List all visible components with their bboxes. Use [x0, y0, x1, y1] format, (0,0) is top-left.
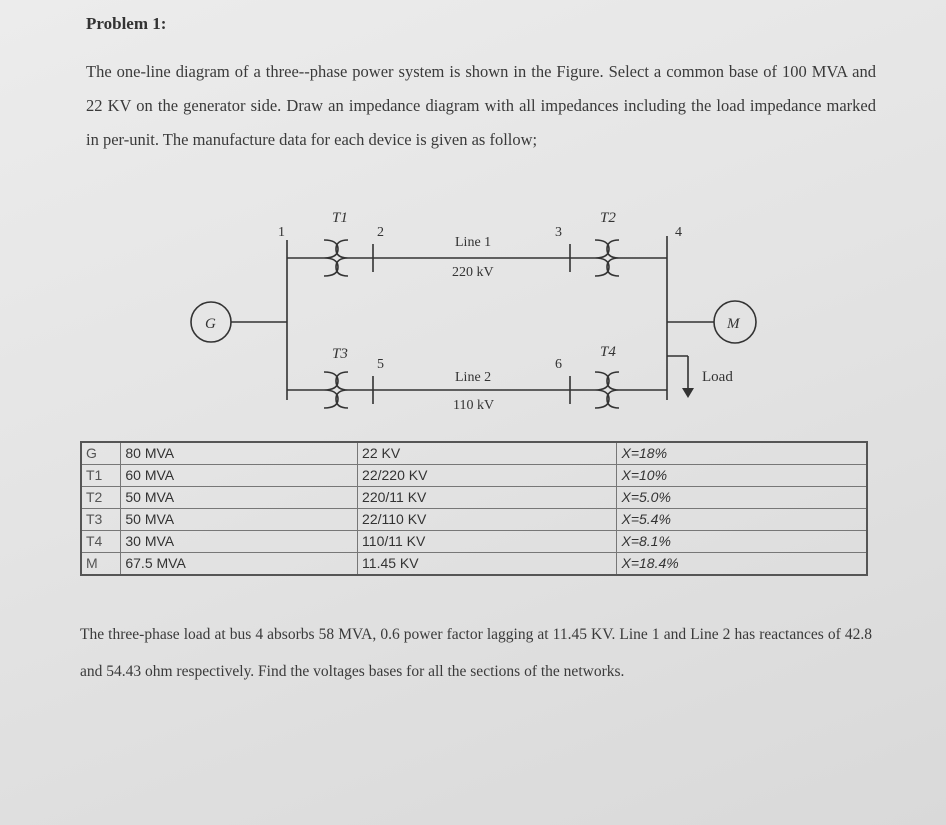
bus-1-label: 1 — [278, 225, 285, 240]
load-arrow-head — [682, 388, 694, 398]
problem-closing: The three-phase load at bus 4 absorbs 58 MVA, 0.6 power factor lagging at 11.45 KV. Line 1 and Line 2 has reactances of 42.8 and 54.43 ohm respectively. Find the voltages bases for all the sections of the networks. — [80, 626, 872, 680]
device-cell: T1 — [81, 465, 121, 487]
reactance-cell: X=5.4% — [617, 509, 867, 531]
problem-intro: The one-line diagram of a three--phase power system is shown in the Figure. Select a common base of 100 MVA and 22 KV on the generator side. Draw an impedance diagram with all impedances including the load impedance marked in per-unit. The manufacture data for each device is given as follow; — [86, 62, 876, 149]
reactance-cell: X=5.0% — [617, 487, 867, 509]
line-2-name: Line 2 — [455, 370, 492, 385]
voltage-cell: 110/11 KV — [358, 531, 617, 553]
voltage-cell: 22/110 KV — [358, 509, 617, 531]
t1-label: T1 — [332, 210, 348, 226]
line-1-name: Line 1 — [455, 235, 492, 250]
voltage-cell: 22 KV — [358, 442, 617, 465]
device-cell: M — [81, 553, 121, 576]
t4-label: T4 — [600, 344, 616, 360]
mva-cell: 60 MVA — [121, 465, 358, 487]
line-1-voltage: 220 kV — [452, 265, 494, 280]
device-data-table — [80, 441, 868, 576]
bus-4-label: 4 — [675, 225, 682, 240]
device-cell: T3 — [81, 509, 121, 531]
bus-5-label: 5 — [377, 357, 384, 372]
mva-cell: 67.5 MVA — [121, 553, 358, 576]
table-row — [81, 553, 867, 576]
t2-symbol — [595, 240, 619, 276]
reactance-cell: X=8.1% — [617, 531, 867, 553]
device-cell: T4 — [81, 531, 121, 553]
mva-cell: 80 MVA — [121, 442, 358, 465]
t4-symbol — [595, 372, 619, 408]
voltage-cell: 220/11 KV — [358, 487, 617, 509]
table-row — [81, 442, 867, 465]
t3-label: T3 — [332, 346, 348, 362]
reactance-cell: X=18.4% — [617, 553, 867, 576]
t1-symbol — [324, 240, 348, 276]
table-row — [81, 487, 867, 509]
t2-label: T2 — [600, 210, 616, 226]
problem-title: Problem 1: — [86, 14, 167, 33]
table-row — [81, 465, 867, 487]
table-row — [81, 509, 867, 531]
voltage-cell: 11.45 KV — [358, 553, 617, 576]
bus-2-label: 2 — [377, 225, 384, 240]
generator-label: G — [205, 316, 216, 332]
mva-cell: 30 MVA — [121, 531, 358, 553]
mva-cell: 50 MVA — [121, 509, 358, 531]
reactance-cell: X=18% — [617, 442, 867, 465]
device-cell: G — [81, 442, 121, 465]
device-cell: T2 — [81, 487, 121, 509]
motor-label: M — [727, 316, 740, 332]
bus-3-label: 3 — [555, 225, 562, 240]
load-label: Load — [702, 369, 733, 385]
t3-symbol — [324, 372, 348, 408]
line-2-voltage: 110 kV — [453, 398, 495, 413]
table-row — [81, 531, 867, 553]
reactance-cell: X=10% — [617, 465, 867, 487]
mva-cell: 50 MVA — [121, 487, 358, 509]
bus-6-label: 6 — [555, 357, 562, 372]
voltage-cell: 22/220 KV — [358, 465, 617, 487]
